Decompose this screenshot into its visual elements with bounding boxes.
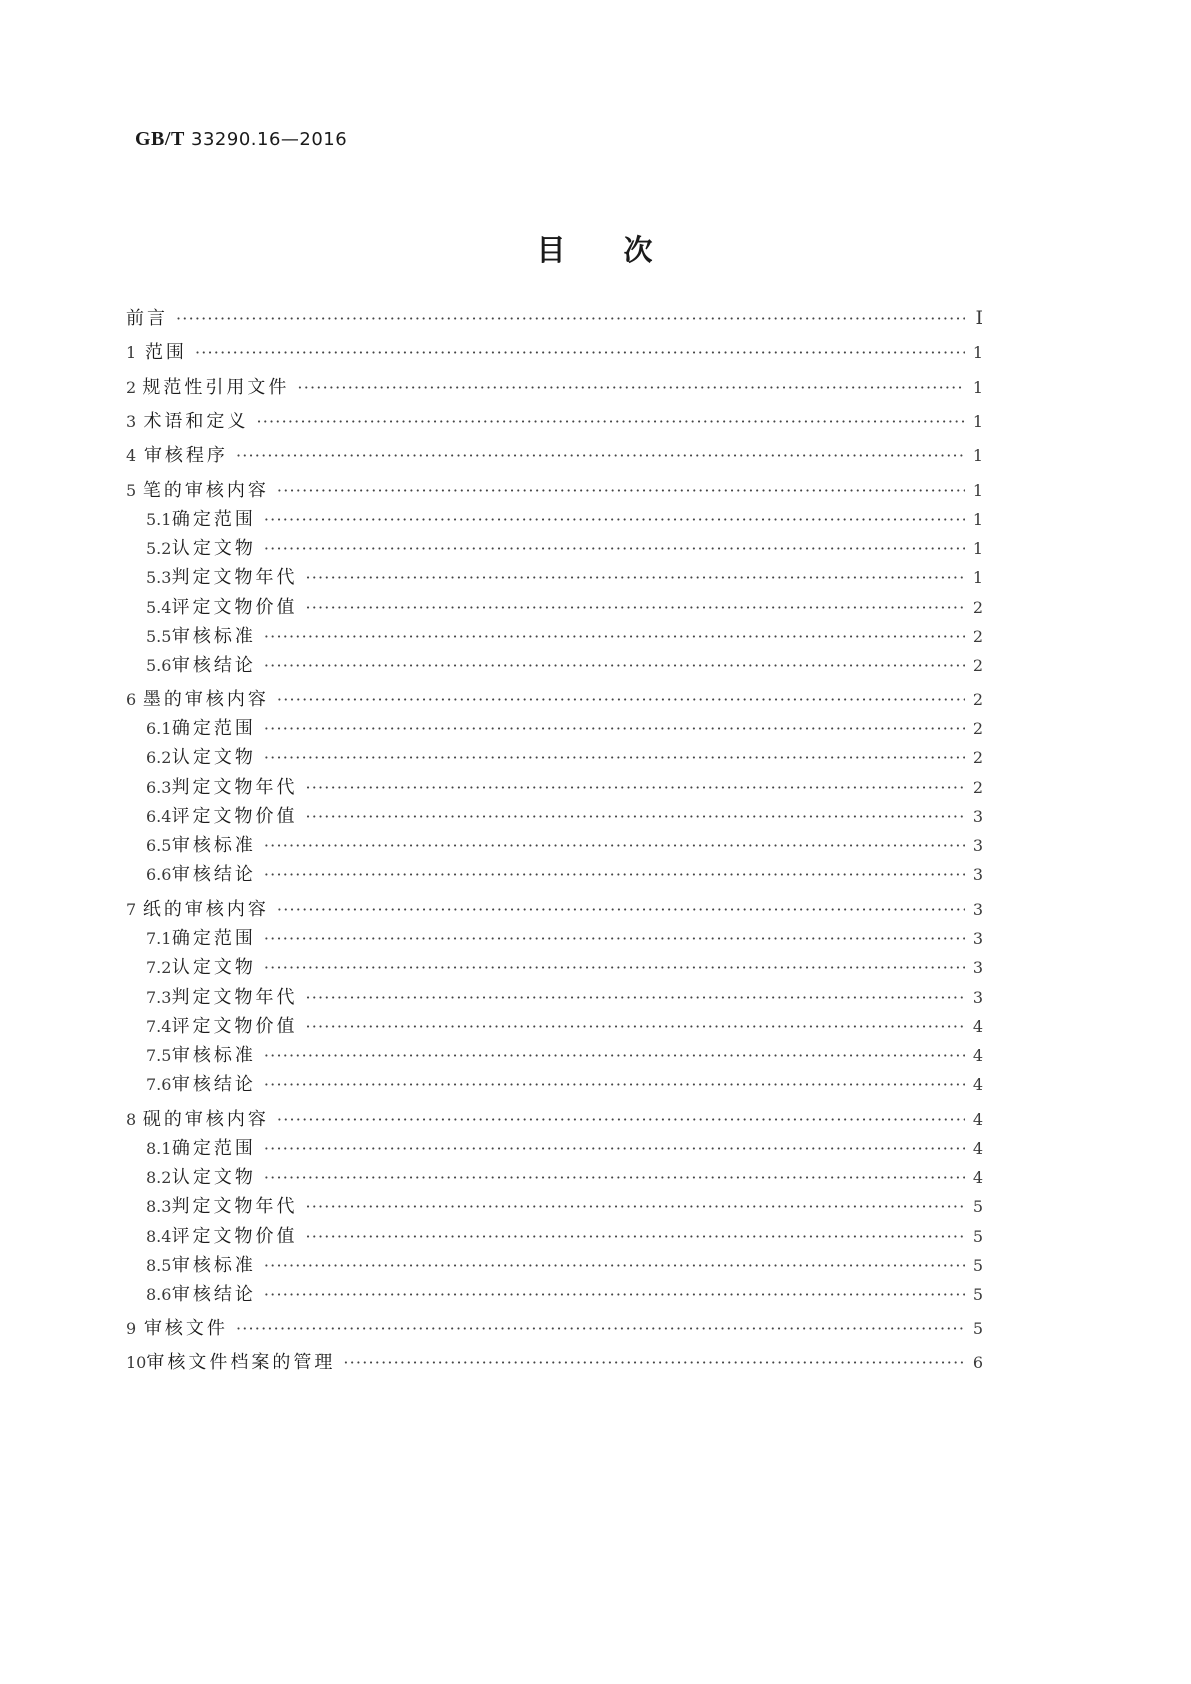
toc-entry-label: 审核文件档案的管理	[146, 1352, 336, 1373]
toc-entry[interactable]	[146, 743, 983, 771]
toc-dot-leader	[305, 1227, 965, 1246]
toc-entry-page-number: 2	[972, 690, 983, 709]
toc-entry[interactable]	[146, 1070, 983, 1098]
toc-dot-leader	[305, 1197, 965, 1216]
toc-entry-page-number: 2	[972, 748, 983, 767]
toc-entry[interactable]	[126, 895, 983, 923]
toc-entry-label: 术语和定义	[143, 411, 249, 432]
toc-entry[interactable]	[146, 1012, 983, 1040]
toc-entry-number: 3	[126, 412, 137, 431]
toc-dot-leader	[277, 900, 965, 919]
toc-dot-leader	[305, 988, 965, 1007]
toc-dot-leader	[264, 1285, 965, 1304]
toc-dot-leader	[264, 539, 965, 558]
toc-dot-leader	[264, 836, 965, 855]
toc-entry[interactable]	[146, 773, 983, 801]
toc-entry-number: 5.4	[146, 598, 172, 617]
toc-entry[interactable]	[126, 685, 983, 713]
toc-entry-label: 纸的审核内容	[142, 899, 269, 920]
toc-entry-number: 4	[126, 446, 137, 465]
toc-entry-page-number: 1	[972, 539, 983, 558]
toc-entry-number: 7.1	[146, 929, 172, 948]
toc-entry[interactable]	[126, 304, 983, 332]
toc-entry-label: 评定文物价值	[171, 597, 298, 618]
toc-dot-leader	[264, 865, 965, 884]
toc-entry-page-number: 2	[972, 719, 983, 738]
toc-entry-number: 5.3	[146, 568, 172, 587]
toc-dot-leader	[305, 598, 965, 617]
toc-entry-page-number: 4	[972, 1110, 983, 1129]
toc-dot-leader	[305, 807, 965, 826]
standard-code-prefix: GB/T	[135, 128, 185, 150]
toc-entry-page-number: 2	[972, 627, 983, 646]
toc-entry[interactable]	[146, 1163, 983, 1191]
toc-entry-number: 8.6	[146, 1285, 172, 1304]
toc-entry-page-number: 2	[972, 598, 983, 617]
toc-entry[interactable]	[146, 1134, 983, 1162]
toc-entry[interactable]	[146, 1222, 983, 1250]
toc-entry-number: 7.5	[146, 1046, 172, 1065]
toc-entry-page-number: 2	[972, 778, 983, 797]
toc-entry[interactable]	[146, 1251, 983, 1279]
toc-entry[interactable]	[146, 953, 983, 981]
toc-dot-leader	[297, 378, 965, 397]
toc-entry-label: 审核结论	[171, 1284, 256, 1305]
toc-entry-number: 5.5	[146, 627, 172, 646]
toc-dot-leader	[277, 1110, 965, 1129]
toc-dot-leader	[256, 412, 965, 431]
toc-entry-page-number: Ⅰ	[975, 308, 983, 329]
toc-entry[interactable]	[146, 1041, 983, 1069]
toc-entry-number: 6	[126, 690, 137, 709]
toc-entry-label: 墨的审核内容	[142, 689, 269, 710]
toc-entry[interactable]	[146, 1280, 983, 1308]
toc-entry-label: 确定范围	[171, 509, 256, 530]
toc-entry[interactable]	[146, 505, 983, 533]
page-title-part-1: 目	[536, 233, 568, 267]
toc-entry[interactable]	[146, 651, 983, 679]
toc-entry-number: 6.2	[146, 748, 172, 767]
toc-entry-page-number: 3	[972, 807, 983, 826]
toc-dot-leader	[264, 1046, 965, 1065]
toc-entry-number: 6.3	[146, 778, 172, 797]
toc-entry[interactable]	[126, 373, 983, 401]
toc-entry[interactable]	[126, 441, 983, 469]
toc-dot-leader	[264, 719, 965, 738]
toc-entry-label: 审核结论	[171, 864, 256, 885]
toc-entry-label: 判定文物年代	[171, 987, 298, 1008]
toc-entry-number: 7.2	[146, 958, 172, 977]
toc-entry[interactable]	[146, 802, 983, 830]
toc-dot-leader	[343, 1353, 965, 1372]
toc-entry-label: 认定文物	[171, 538, 256, 559]
toc-dot-leader	[264, 510, 965, 529]
toc-entry[interactable]	[126, 476, 983, 504]
toc-entry-number: 9	[126, 1319, 137, 1338]
toc-entry-label: 范围	[144, 342, 187, 363]
toc-entry-page-number: 3	[972, 958, 983, 977]
toc-entry-page-number: 1	[972, 481, 983, 500]
toc-entry-label: 规范性引用文件	[142, 377, 290, 398]
toc-entry-label: 判定文物年代	[171, 567, 298, 588]
toc-entry-page-number: 1	[972, 510, 983, 529]
toc-dot-leader	[195, 343, 965, 362]
toc-entry-label: 审核标准	[171, 626, 256, 647]
toc-entry[interactable]	[146, 983, 983, 1011]
toc-entry-label: 判定文物年代	[171, 777, 298, 798]
toc-entry-number: 8.4	[146, 1227, 172, 1246]
toc-entry-number: 6.4	[146, 807, 172, 826]
toc-entry-page-number: 1	[972, 378, 983, 397]
toc-entry-number: 1	[126, 343, 137, 362]
toc-entry-number: 5.2	[146, 539, 172, 558]
toc-entry-number: 10	[126, 1353, 147, 1372]
toc-entry-label: 评定文物价值	[171, 806, 298, 827]
toc-entry-label: 审核结论	[171, 655, 256, 676]
toc-entry-label: 审核程序	[143, 445, 228, 466]
toc-entry-page-number: 1	[972, 446, 983, 465]
toc-entry-number: 7.6	[146, 1075, 172, 1094]
toc-entry-page-number: 4	[972, 1168, 983, 1187]
toc-entry-number: 8.5	[146, 1256, 172, 1275]
toc-entry-label: 认定文物	[171, 1167, 256, 1188]
toc-entry-label: 前言	[126, 308, 168, 329]
toc-entry-number: 8	[126, 1110, 137, 1129]
toc-entry-label: 认定文物	[171, 747, 256, 768]
toc-dot-leader	[264, 958, 965, 977]
toc-entry[interactable]	[146, 1192, 983, 1220]
toc-dot-leader	[264, 929, 965, 948]
toc-entry[interactable]	[126, 1348, 983, 1376]
toc-entry-number: 5	[126, 481, 137, 500]
toc-dot-leader	[305, 778, 965, 797]
toc-dot-leader	[264, 1075, 965, 1094]
toc-entry-page-number: 5	[972, 1285, 983, 1304]
toc-entry-page-number: 5	[972, 1227, 983, 1246]
toc-entry[interactable]	[146, 714, 983, 742]
toc-entry-page-number: 4	[972, 1017, 983, 1036]
toc-dot-leader	[305, 1017, 965, 1036]
toc-entry-label: 确定范围	[171, 928, 256, 949]
toc-entry[interactable]	[146, 563, 983, 591]
toc-entry-label: 笔的审核内容	[142, 480, 269, 501]
toc-entry-page-number: 3	[972, 929, 983, 948]
toc-entry-number: 6.6	[146, 865, 172, 884]
toc-entry-number: 8.2	[146, 1168, 172, 1187]
toc-dot-leader	[176, 309, 965, 328]
toc-dot-leader	[264, 656, 965, 675]
toc-entry-label: 审核标准	[171, 1255, 256, 1276]
toc-entry-page-number: 1	[972, 412, 983, 431]
toc-dot-leader	[277, 690, 965, 709]
toc-entry-label: 审核标准	[171, 835, 256, 856]
toc-entry-number: 8.3	[146, 1197, 172, 1216]
toc-entry-label: 确定范围	[171, 718, 256, 739]
toc-dot-leader	[264, 627, 965, 646]
toc-entry-label: 评定文物价值	[171, 1226, 298, 1247]
toc-entry-page-number: 3	[972, 836, 983, 855]
toc-entry-label: 确定范围	[171, 1138, 256, 1159]
toc-entry-label: 砚的审核内容	[142, 1109, 269, 1130]
toc-entry-page-number: 3	[972, 988, 983, 1007]
toc-entry-number: 7.4	[146, 1017, 172, 1036]
toc-entry-page-number: 1	[972, 343, 983, 362]
toc-entry-number: 2	[126, 378, 137, 397]
toc-entry-page-number: 4	[972, 1046, 983, 1065]
toc-entry-page-number: 4	[972, 1075, 983, 1094]
toc-entry-number: 7.3	[146, 988, 172, 1007]
toc-entry-label: 评定文物价值	[171, 1016, 298, 1037]
toc-entry[interactable]	[126, 407, 983, 435]
toc-entry-label: 审核标准	[171, 1045, 256, 1066]
toc-entry-number: 5.1	[146, 510, 172, 529]
toc-entry-page-number: 2	[972, 656, 983, 675]
toc-dot-leader	[264, 1168, 965, 1187]
toc-entry-number: 6.5	[146, 836, 172, 855]
toc-dot-leader	[264, 1139, 965, 1158]
toc-entry-label: 审核结论	[171, 1074, 256, 1095]
toc-entry-number: 5.6	[146, 656, 172, 675]
toc-entry-page-number: 1	[972, 568, 983, 587]
toc-entry[interactable]	[126, 338, 983, 366]
toc-entry-number: 8.1	[146, 1139, 172, 1158]
toc-entry[interactable]	[126, 1314, 983, 1342]
toc-entry[interactable]	[146, 924, 983, 952]
toc-entry-page-number: 5	[972, 1319, 983, 1338]
page-title-part-2: 次	[623, 233, 655, 267]
toc-dot-leader	[305, 568, 965, 587]
toc-entry-page-number: 5	[972, 1197, 983, 1216]
toc-entry-page-number: 5	[972, 1256, 983, 1275]
toc-dot-leader	[277, 481, 965, 500]
toc-entry-page-number: 3	[972, 900, 983, 919]
toc-entry[interactable]	[146, 534, 983, 562]
toc-dot-leader	[264, 748, 965, 767]
toc-entry[interactable]	[126, 1105, 983, 1133]
toc-dot-leader	[264, 1256, 965, 1275]
toc-entry-label: 判定文物年代	[171, 1196, 298, 1217]
toc-entry-number: 6.1	[146, 719, 172, 738]
toc-entry-number: 7	[126, 900, 137, 919]
toc-entry-label: 认定文物	[171, 957, 256, 978]
toc-entry-page-number: 6	[972, 1353, 983, 1372]
standard-code-number: 33290.16—2016	[184, 129, 348, 150]
toc-entry-page-number: 3	[972, 865, 983, 884]
toc-dot-leader	[236, 1319, 965, 1338]
toc-entry[interactable]	[146, 593, 983, 621]
toc-entry[interactable]	[146, 622, 983, 650]
toc-entry[interactable]	[146, 831, 983, 859]
toc-dot-leader	[236, 446, 965, 465]
toc-entry-page-number: 4	[972, 1139, 983, 1158]
toc-entry-label: 审核文件	[143, 1318, 228, 1339]
toc-entry[interactable]	[146, 860, 983, 888]
